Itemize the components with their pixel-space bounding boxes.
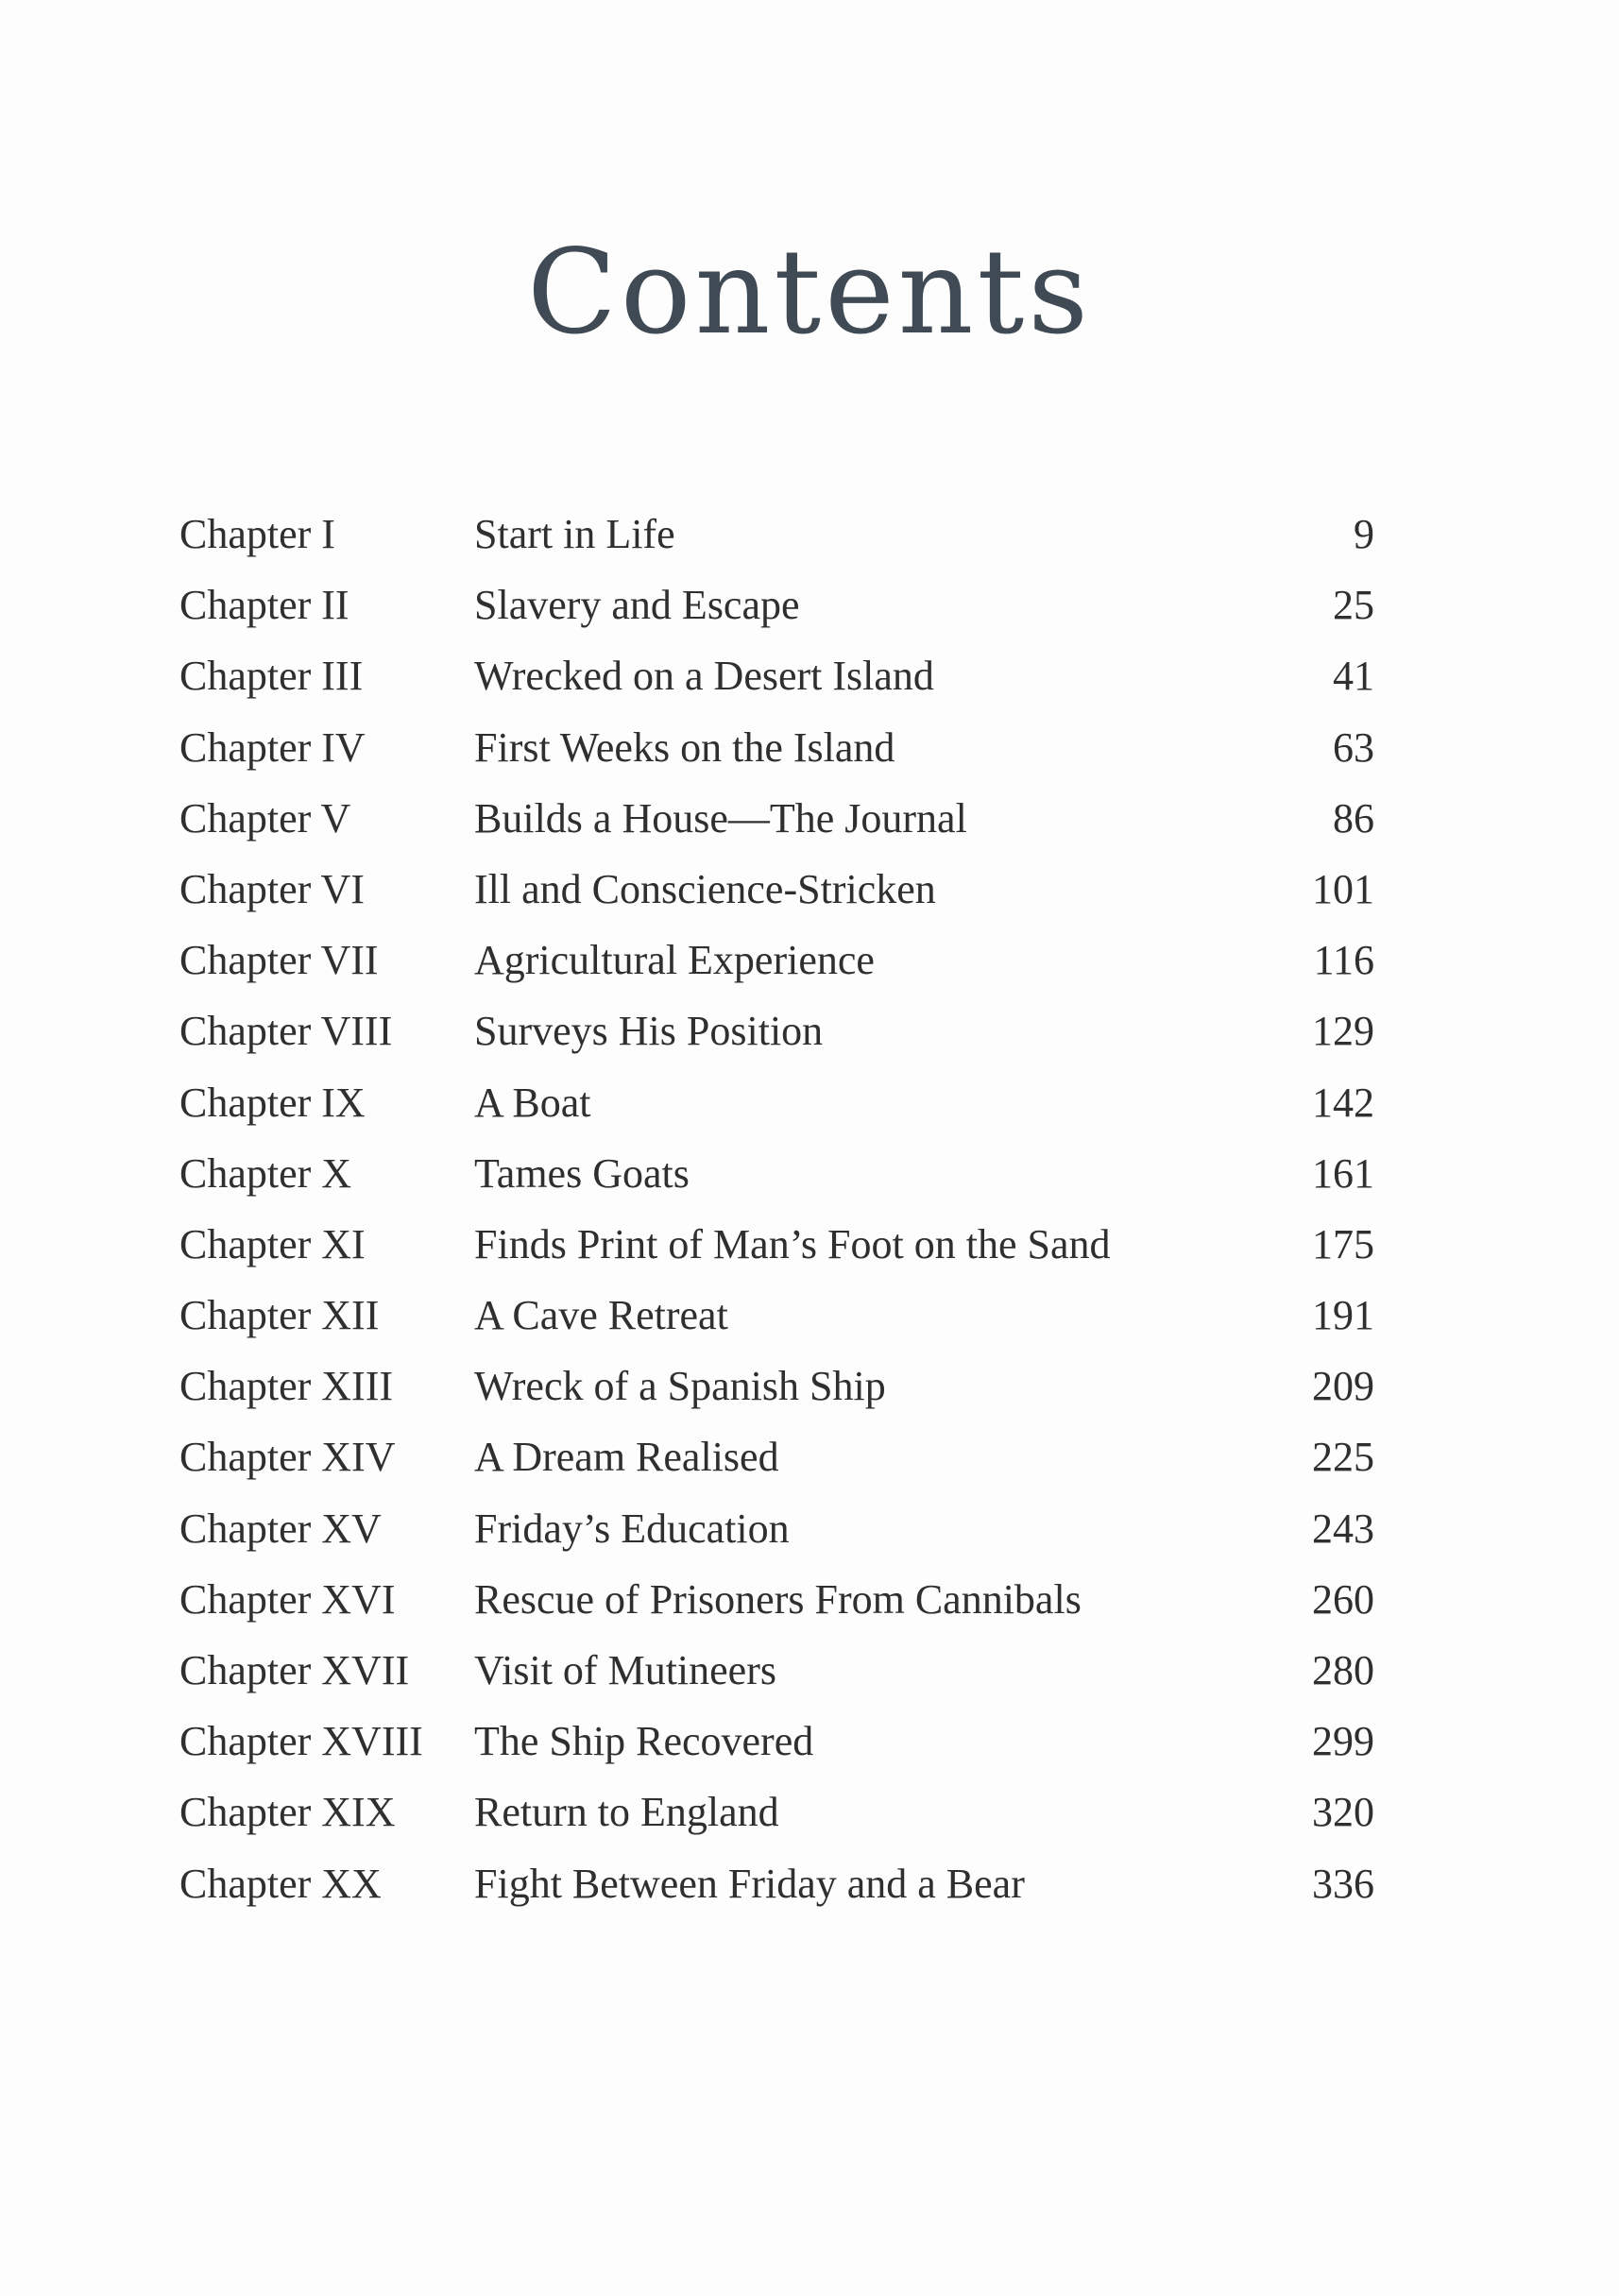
page-number: 280 xyxy=(1312,1647,1374,1693)
toc-row xyxy=(0,1777,1619,1847)
page-number: 260 xyxy=(1312,1575,1374,1623)
chapter-title: The Ship Recovered xyxy=(474,1718,814,1765)
toc-row xyxy=(0,1848,1619,1919)
page-number: 161 xyxy=(1312,1149,1374,1197)
toc-row xyxy=(0,925,1619,995)
page-number: 225 xyxy=(1312,1434,1374,1481)
chapter-title: A Cave Retreat xyxy=(474,1292,728,1339)
toc-row xyxy=(0,499,1619,570)
toc-row xyxy=(0,854,1619,925)
page-number: 320 xyxy=(1312,1789,1374,1836)
chapter-title: Return to England xyxy=(474,1789,779,1836)
toc-row xyxy=(0,1351,1619,1421)
chapter-number: Chapter V xyxy=(179,794,351,842)
toc-row xyxy=(0,1706,1619,1777)
chapter-number: Chapter XIII xyxy=(179,1363,394,1410)
chapter-title: Builds a House—The Journal xyxy=(474,794,967,842)
chapter-title: A Boat xyxy=(474,1079,591,1126)
toc-row xyxy=(0,1067,1619,1138)
page-number: 25 xyxy=(1333,582,1374,629)
chapter-number: Chapter XI xyxy=(179,1220,366,1267)
chapter-title: Visit of Mutineers xyxy=(474,1647,776,1693)
page-number: 243 xyxy=(1312,1505,1374,1552)
chapter-number: Chapter XVII xyxy=(179,1647,410,1693)
toc-row xyxy=(0,1421,1619,1492)
chapter-title: Wreck of a Spanish Ship xyxy=(474,1363,886,1410)
chapter-title: Finds Print of Man’s Foot on the Sand xyxy=(474,1220,1111,1267)
chapter-number: Chapter XII xyxy=(179,1292,380,1339)
chapter-number: Chapter IV xyxy=(179,723,366,771)
chapter-title: First Weeks on the Island xyxy=(474,723,895,771)
toc-row xyxy=(0,1564,1619,1635)
toc-row xyxy=(0,570,1619,640)
toc-row xyxy=(0,1493,1619,1564)
chapter-number: Chapter XVI xyxy=(179,1575,396,1623)
page-number: 175 xyxy=(1312,1220,1374,1267)
page-number: 86 xyxy=(1333,794,1374,842)
chapter-title: Slavery and Escape xyxy=(474,582,800,629)
chapter-number: Chapter II xyxy=(179,582,349,629)
toc-row xyxy=(0,712,1619,783)
chapter-number: Chapter VIII xyxy=(179,1008,393,1055)
page-number: 209 xyxy=(1312,1363,1374,1410)
toc-row xyxy=(0,1280,1619,1351)
chapter-title: Agricultural Experience xyxy=(474,937,875,984)
chapter-number: Chapter VI xyxy=(179,865,365,912)
page-title: Contents xyxy=(527,225,1092,361)
chapter-number: Chapter VII xyxy=(179,937,379,984)
toc-row xyxy=(0,1209,1619,1280)
chapter-number: Chapter I xyxy=(179,511,335,557)
chapter-title: Friday’s Education xyxy=(474,1505,790,1552)
page-number: 336 xyxy=(1312,1860,1374,1907)
page-number: 63 xyxy=(1333,723,1374,771)
chapter-number: Chapter XIX xyxy=(179,1789,396,1836)
page-number: 129 xyxy=(1312,1008,1374,1055)
chapter-number: Chapter XX xyxy=(179,1860,382,1907)
table-of-contents xyxy=(0,499,1619,1919)
chapter-number: Chapter XVIII xyxy=(179,1718,423,1765)
chapter-number: Chapter XIV xyxy=(179,1434,396,1481)
chapter-title: Surveys His Position xyxy=(474,1008,824,1055)
chapter-title: A Dream Realised xyxy=(474,1434,779,1481)
page-number: 142 xyxy=(1312,1079,1374,1126)
page-number: 299 xyxy=(1312,1718,1374,1765)
toc-row xyxy=(0,1138,1619,1209)
page-number: 9 xyxy=(1354,511,1374,557)
chapter-number: Chapter III xyxy=(179,653,364,700)
page-number: 116 xyxy=(1313,937,1374,984)
toc-row xyxy=(0,640,1619,711)
toc-row xyxy=(0,995,1619,1066)
chapter-title: Fight Between Friday and a Bear xyxy=(474,1860,1025,1907)
page-number: 101 xyxy=(1312,865,1374,912)
page-number: 191 xyxy=(1312,1292,1374,1339)
toc-row xyxy=(0,1635,1619,1706)
page-number: 41 xyxy=(1333,653,1374,700)
chapter-title: Wrecked on a Desert Island xyxy=(474,653,934,700)
chapter-number: Chapter X xyxy=(179,1149,352,1197)
chapter-number: Chapter IX xyxy=(179,1079,366,1126)
chapter-number: Chapter XV xyxy=(179,1505,382,1552)
chapter-title: Start in Life xyxy=(474,511,675,557)
toc-row xyxy=(0,783,1619,854)
chapter-title: Rescue of Prisoners From Cannibals xyxy=(474,1575,1082,1623)
chapter-title: Ill and Conscience-Stricken xyxy=(474,865,936,912)
chapter-title: Tames Goats xyxy=(474,1149,690,1197)
